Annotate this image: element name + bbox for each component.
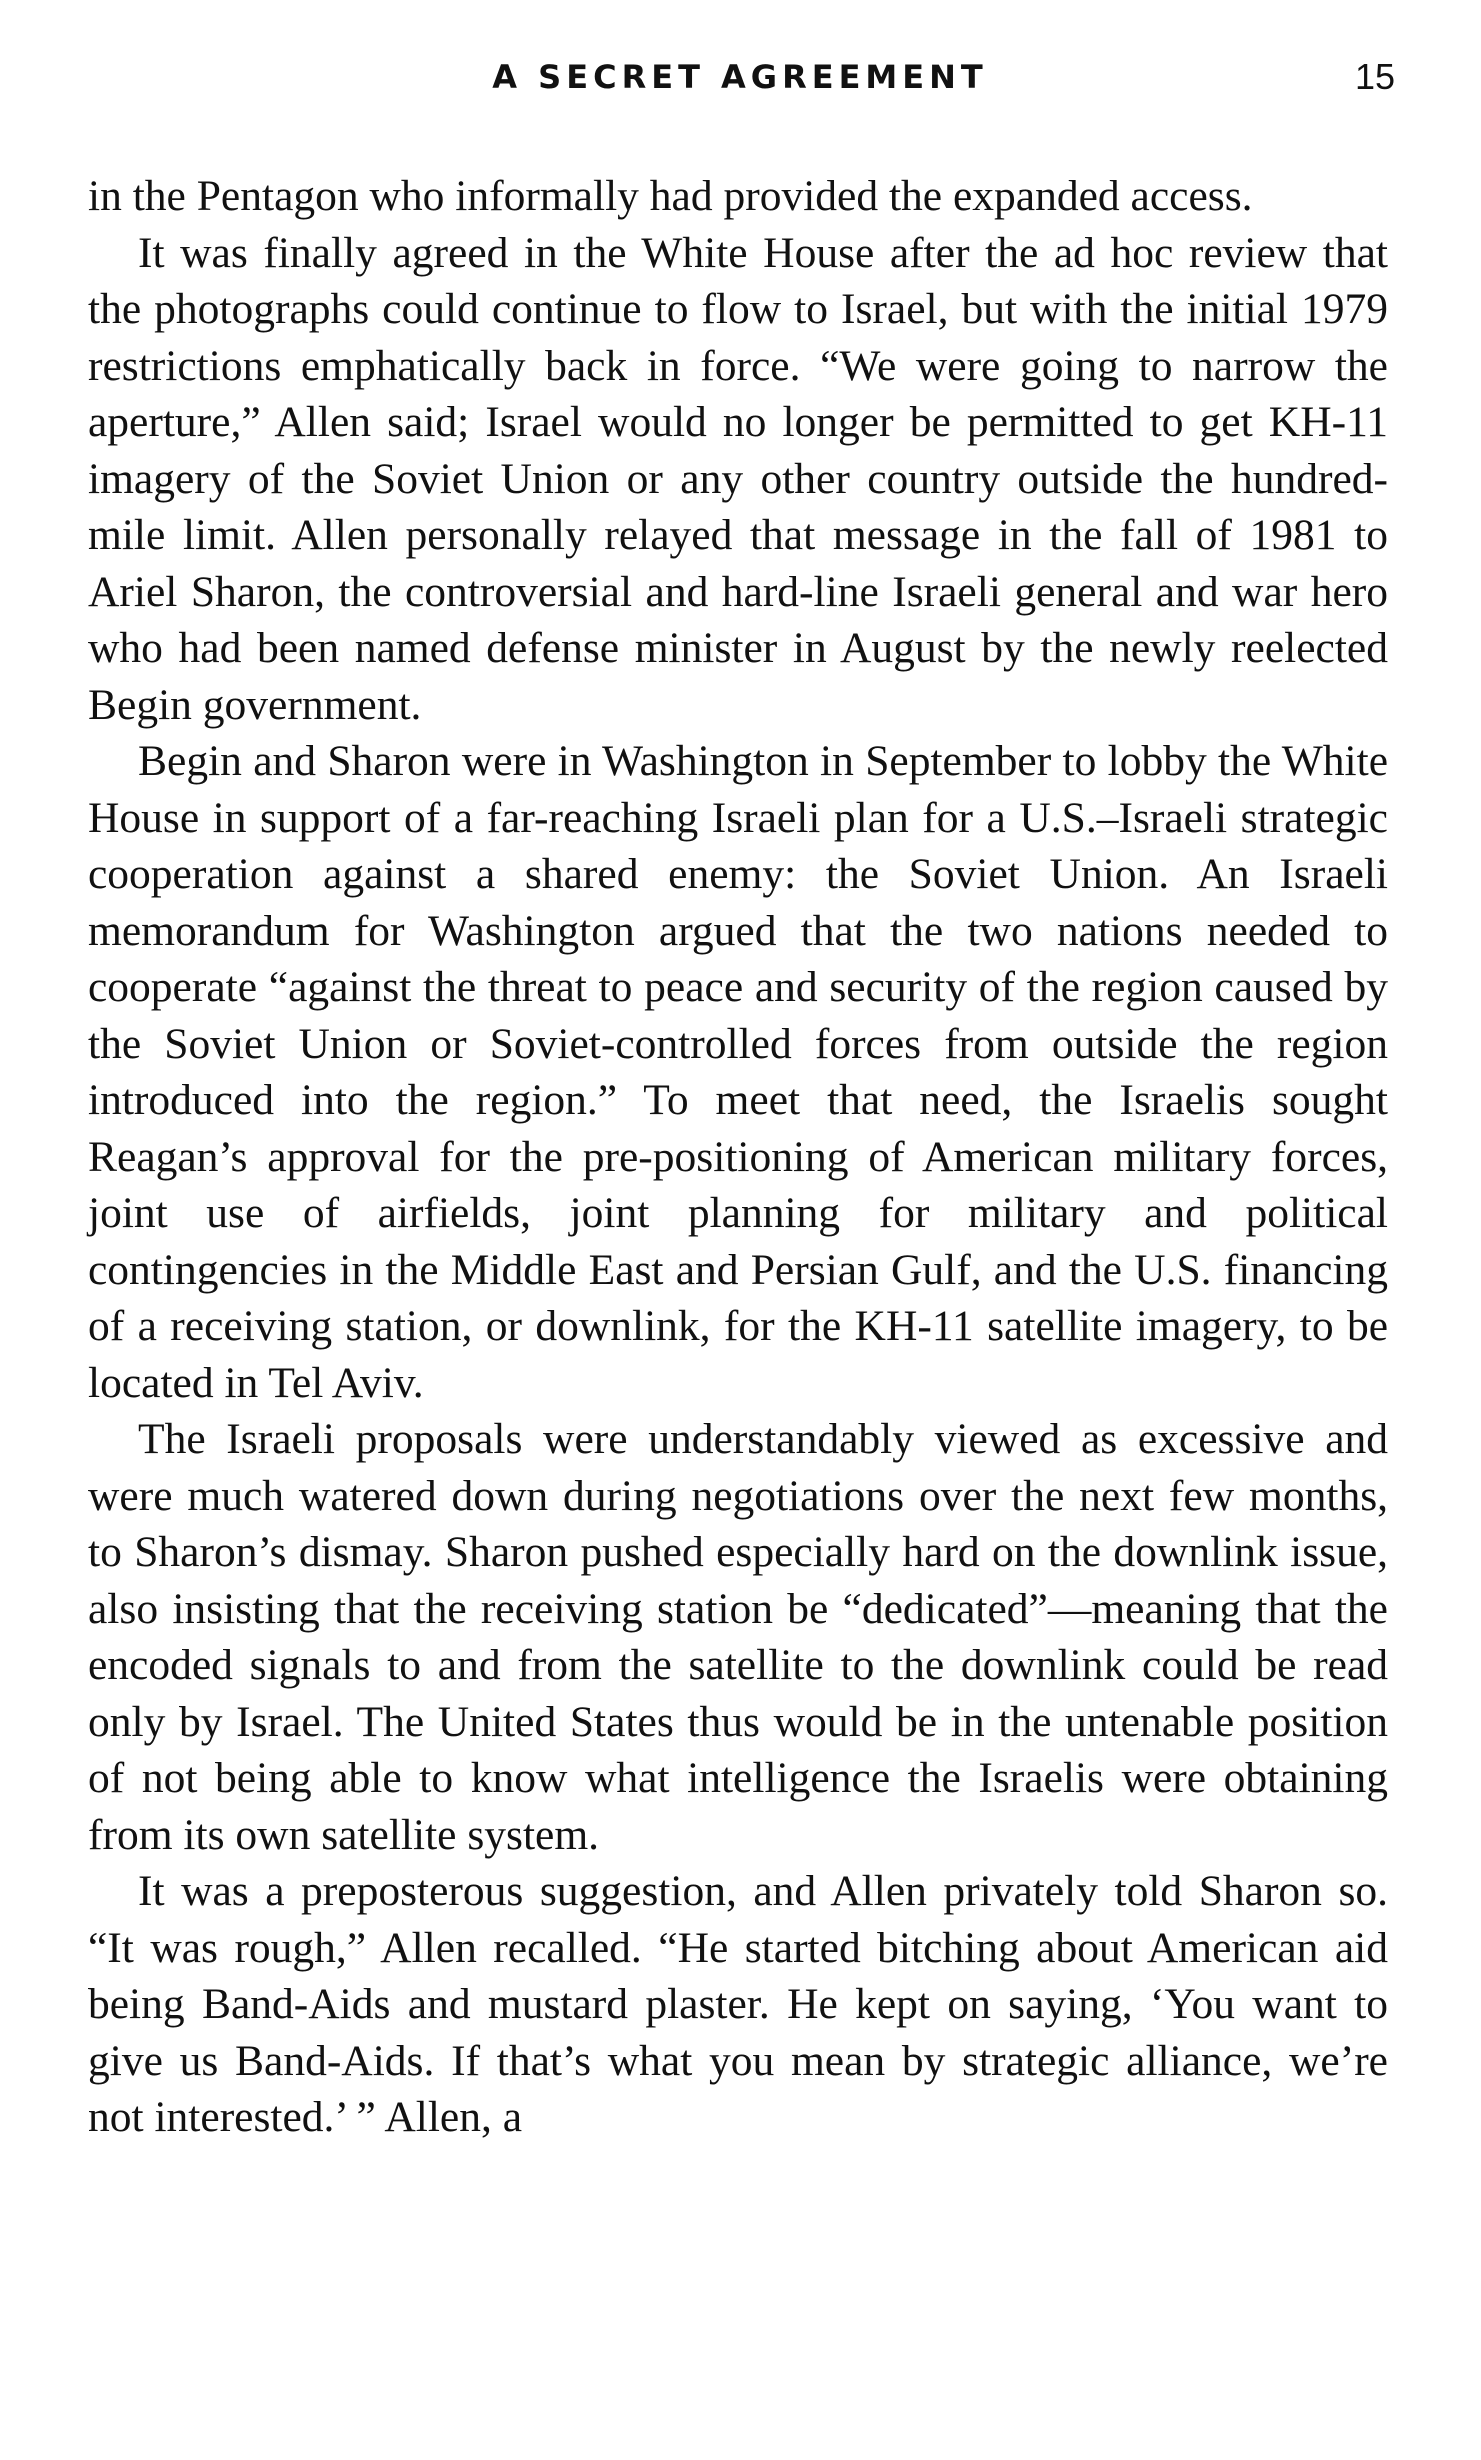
paragraph: It was finally agreed in the White House after the ad hoc review that the photographs could continue to flow to Israel, but with the initial 1979 restrictions emphatically back in force. “We were going to narrow the aperture,” Allen said; Israel would no longer be permitted to get KH-11 imagery of the Soviet Union or any other country outside the hundred-mile limit. Allen personally relayed that message in the fall of 1981 to Ariel Sharon, the controversial and hard-line Israeli general and war hero who had been named defense minister in August by the newly reelected Begin government.	[88, 228, 1388, 729]
paragraph: Begin and Sharon were in Washington in September to lobby the White House in support of a far-reaching Israeli plan for a U.S.–Israeli strategic cooperation against a shared enemy: the Soviet Union. An Israeli memorandum for Washington argued that the two nations needed to cooperate “against the threat to peace and security of the region caused by the Soviet Union or Soviet-controlled forces from outside the region introduced into the region.” To meet that need, the Israelis sought Reagan’s approval for the pre-positioning of American military forces, joint use of airfields, joint planning for military and political contingencies in the Middle East and Persian Gulf, and the U.S. financing of a receiving station, or downlink, for the KH-11 satellite imagery, to be located in Tel Aviv.	[88, 737, 1388, 1407]
paragraph: It was a preposterous suggestion, and Allen privately told Sharon so. “It was rough,” Allen recalled. “He started bitching about American aid being Band-Aids and mustard plaster. He kept on saying, ‘You want to give us Band-Aids. If that’s what you mean by strategic alliance, we’re not interested.’ ” Allen, a	[88, 1867, 1388, 2141]
page-number: 15	[1354, 56, 1395, 97]
paragraph: The Israeli proposals were understandably viewed as excessive and were much watered down during negotiations over the next few months, to Sharon’s dismay. Sharon pushed especially hard on the downlink issue, also insisting that the receiving station be “dedicated”—meaning that the encoded signals to and from the satellite to the downlink could be read only by Israel. The United States thus would be in the untenable position of not being able to know what intelligence the Israelis were obtaining from its own satellite system.	[88, 1415, 1388, 1859]
paragraph-continued: in the Pentagon who informally had provided the expanded access.	[88, 172, 1253, 220]
running-title: A SECRET AGREEMENT	[492, 58, 988, 96]
body-text	[88, 168, 1388, 2146]
running-head	[85, 52, 1395, 102]
